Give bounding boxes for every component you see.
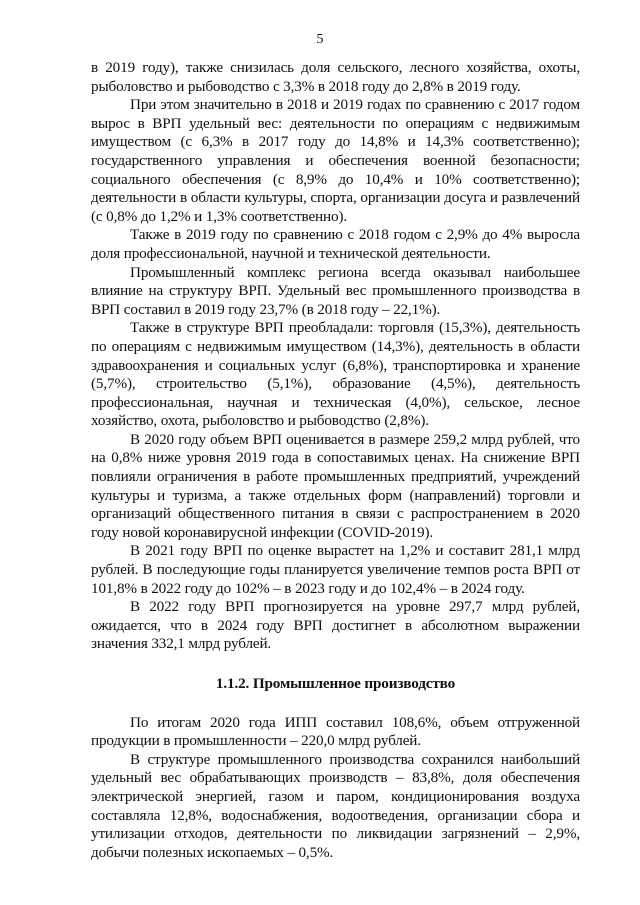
paragraph: В 2021 году ВРП по оценке вырастет на 1,2% и составит 281,1 млрд рублей. В последующие годы планируется увеличение темпов роста ВРП от 101,8% в 2022 году до 102% – в 2023 году и до 102,4% – в 2024 году. bbox=[91, 542, 580, 597]
section-heading: 1.1.2. Промышленное производство bbox=[215, 675, 456, 692]
paragraph: В 2022 году ВРП прогнозируется на уровне 297,7 млрд рублей, ожидается, что в 2024 году ВРП достигнет в абсолютном выражении значения 332,1 млрд рублей. bbox=[91, 598, 580, 653]
page-number: 5 bbox=[316, 32, 324, 47]
paragraph: В структуре промышленного производства сохранился наибольший удельный вес обрабатывающих производств – 83,8%, доля обеспечения электрической энергией, газом и паром, кондиционирования воздуха составляла 12,8%, водоснабжения, водоотведения, организации сбора и утилизации отходов, деятельности по ликвидации загрязнений – 2,9%, добычи полезных ископаемых – 0,5%. bbox=[91, 750, 580, 861]
paragraph: В 2020 году объем ВРП оценивается в размере 259,2 млрд рублей, что на 0,8% ниже уровня 2019 года в сопоставимых ценах. На снижение ВРП повлияли ограничения в работе промышленных предприятий, учреждений культуры и туризма, а также отдельных форм (направлений) торговли и организаций общественного питания в связи с распространением в 2020 году новой коронавирусной инфекции (COVID-2019). bbox=[91, 430, 580, 541]
paragraph: По итогам 2020 года ИПП составил 108,6%, объем отгруженной продукции в промышленности – 220,0 млрд рублей. bbox=[91, 713, 580, 750]
paragraph: Также в структуре ВРП преобладали: торговля (15,3%), деятельность по операциям с недвижимым имуществом (14,3%), деятельность в области здравоохранения и социальных услуг (6,8%), транспортировка и хранение (5,7%), строительство (5,1%), образование (4,5%), деятельность профессиональная, научная и техническая (4,0%), сельское, лесное хозяйство, охота, рыболовство и рыбоводство (2,8%). bbox=[91, 319, 580, 430]
paragraph: При этом значительно в 2018 и 2019 годах по сравнению с 2017 годом вырос в ВРП удельный вес: деятельности по операциям с недвижимым имуществом (с 6,3% в 2017 году до 14,8% и 14,3% соответственно); государственного управления и обеспечения военной безопасности; социального обеспечения (с 8,9% до 10,4% и 10% соответственно); деятельности в области культуры, спорта, организации досуга и развлечений (с 0,8% до 1,2% и 1,3% соответственно). bbox=[91, 96, 580, 225]
paragraph-continuation: в 2019 году), также снизилась доля сельского, лесного хозяйства, охоты, рыболовство и рыбоводство с 3,3% в 2018 году до 2,8% в 2019 году. bbox=[91, 59, 580, 95]
page-body bbox=[91, 59, 580, 862]
paragraph: Промышленный комплекс региона всегда оказывал наибольшее влияние на структуру ВРП. Удельный вес промышленного производства в ВРП составил в 2019 году 23,7% (в 2018 году – 22,1%). bbox=[91, 263, 580, 318]
paragraph: Также в 2019 году по сравнению с 2018 годом с 2,9% до 4% выросла доля профессиональной, научной и технической деятельности. bbox=[91, 226, 580, 262]
